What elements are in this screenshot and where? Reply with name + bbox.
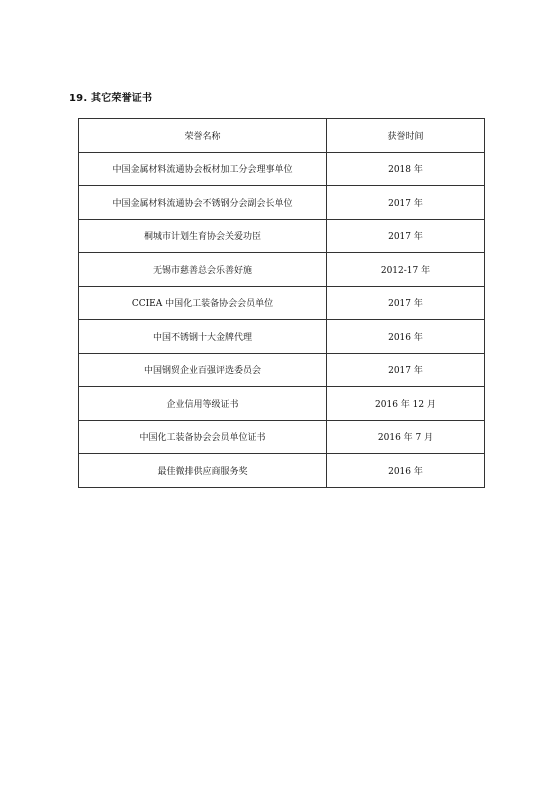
table-row	[79, 454, 485, 488]
honor-name-cell: 中国金属材料流通协会不锈钢分会副会长单位	[79, 186, 327, 220]
table-header-row	[79, 119, 485, 153]
honor-name-cell: 中国化工装备协会会员单位证书	[79, 420, 327, 454]
section-title: 19. 其它荣誉证书	[69, 93, 153, 104]
honor-name-cell: 中国金属材料流通协会板材加工分会理事单位	[79, 152, 327, 186]
award-date-cell: 2016 年	[327, 454, 485, 488]
award-date-cell: 2017 年	[327, 219, 485, 253]
award-date-cell: 2017 年	[327, 286, 485, 320]
honor-name-cell: CCIEA 中国化工装备协会会员单位	[79, 286, 327, 320]
honor-name-cell: 桐城市计划生育协会关爱功臣	[79, 219, 327, 253]
header-honor-name: 荣誉名称	[79, 119, 327, 153]
honor-name-cell: 无锡市慈善总会乐善好施	[79, 253, 327, 287]
award-date-cell: 2012-17 年	[327, 253, 485, 287]
table-row	[79, 286, 485, 320]
table-row	[79, 387, 485, 421]
award-date-cell: 2018 年	[327, 152, 485, 186]
table-row	[79, 253, 485, 287]
award-date-cell: 2016 年	[327, 320, 485, 354]
table-row	[79, 186, 485, 220]
honor-name-cell: 中国钢贸企业百强评选委员会	[79, 353, 327, 387]
honor-name-cell: 企业信用等级证书	[79, 387, 327, 421]
honor-name-cell: 最佳微排供应商服务奖	[79, 454, 327, 488]
award-date-cell: 2016 年 12 月	[327, 387, 485, 421]
award-date-cell: 2017 年	[327, 186, 485, 220]
award-date-cell: 2017 年	[327, 353, 485, 387]
header-award-date: 获誉时间	[327, 119, 485, 153]
table-row	[79, 152, 485, 186]
table-row	[79, 320, 485, 354]
award-date-cell: 2016 年 7 月	[327, 420, 485, 454]
honors-table	[78, 118, 485, 488]
honor-name-cell: 中国不锈钢十大金牌代理	[79, 320, 327, 354]
table-row	[79, 219, 485, 253]
table-row	[79, 420, 485, 454]
table-row	[79, 353, 485, 387]
